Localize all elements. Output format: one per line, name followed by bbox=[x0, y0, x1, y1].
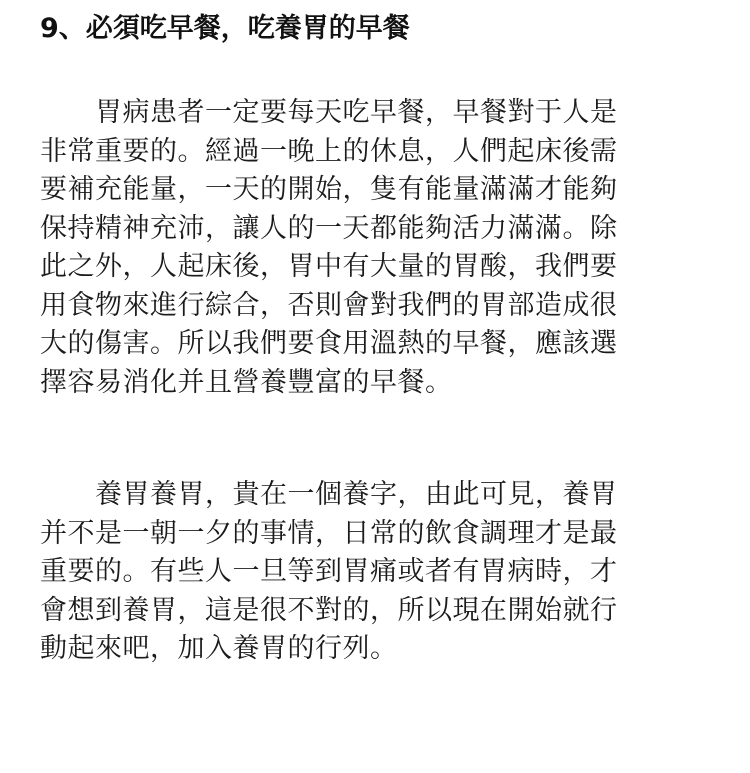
paragraph-line: 并不是一朝一夕的事情，日常的飲食調理才是最 bbox=[40, 517, 618, 549]
paragraph-line: 要補充能量，一天的開始，隻有能量滿滿才能夠 bbox=[40, 174, 618, 205]
paragraph-line: 胃病患者一定要每天吃早餐，早餐對于人是 bbox=[40, 97, 618, 128]
paragraph-line: 動起來吧，加入養胃的行列。 bbox=[40, 633, 398, 664]
paragraph-line: 重要的。有些人一旦等到胃痛或者有胃病時，才 bbox=[40, 556, 618, 587]
paragraph-line: 此之外，人起床後，胃中有大量的胃酸，我們要 bbox=[40, 251, 618, 282]
paragraph-line: 會想到養胃，這是很不對的，所以現在開始就行 bbox=[40, 594, 618, 626]
article-title: 9、必須吃早餐，吃養胃的早餐 bbox=[40, 13, 410, 44]
paragraph-breakfast-importance bbox=[40, 94, 720, 402]
paragraph-stomach-care bbox=[40, 476, 720, 669]
paragraph-line: 擇容易消化并且營養豐富的早餐。 bbox=[40, 366, 453, 398]
paragraph-line: 大的傷害。所以我們要食用溫熱的早餐，應該選 bbox=[40, 328, 618, 359]
paragraph-line: 保持精神充沛，讓人的一天都能夠活力滿滿。除 bbox=[40, 212, 618, 244]
paragraph-line: 用食物來進行綜合，否則會對我們的胃部造成很 bbox=[40, 289, 618, 321]
paragraph-line: 非常重要的。經過一晚上的休息，人們起床後需 bbox=[40, 135, 618, 167]
paragraph-line: 養胃養胃，貴在一個養字，由此可見，養胃 bbox=[40, 479, 618, 510]
